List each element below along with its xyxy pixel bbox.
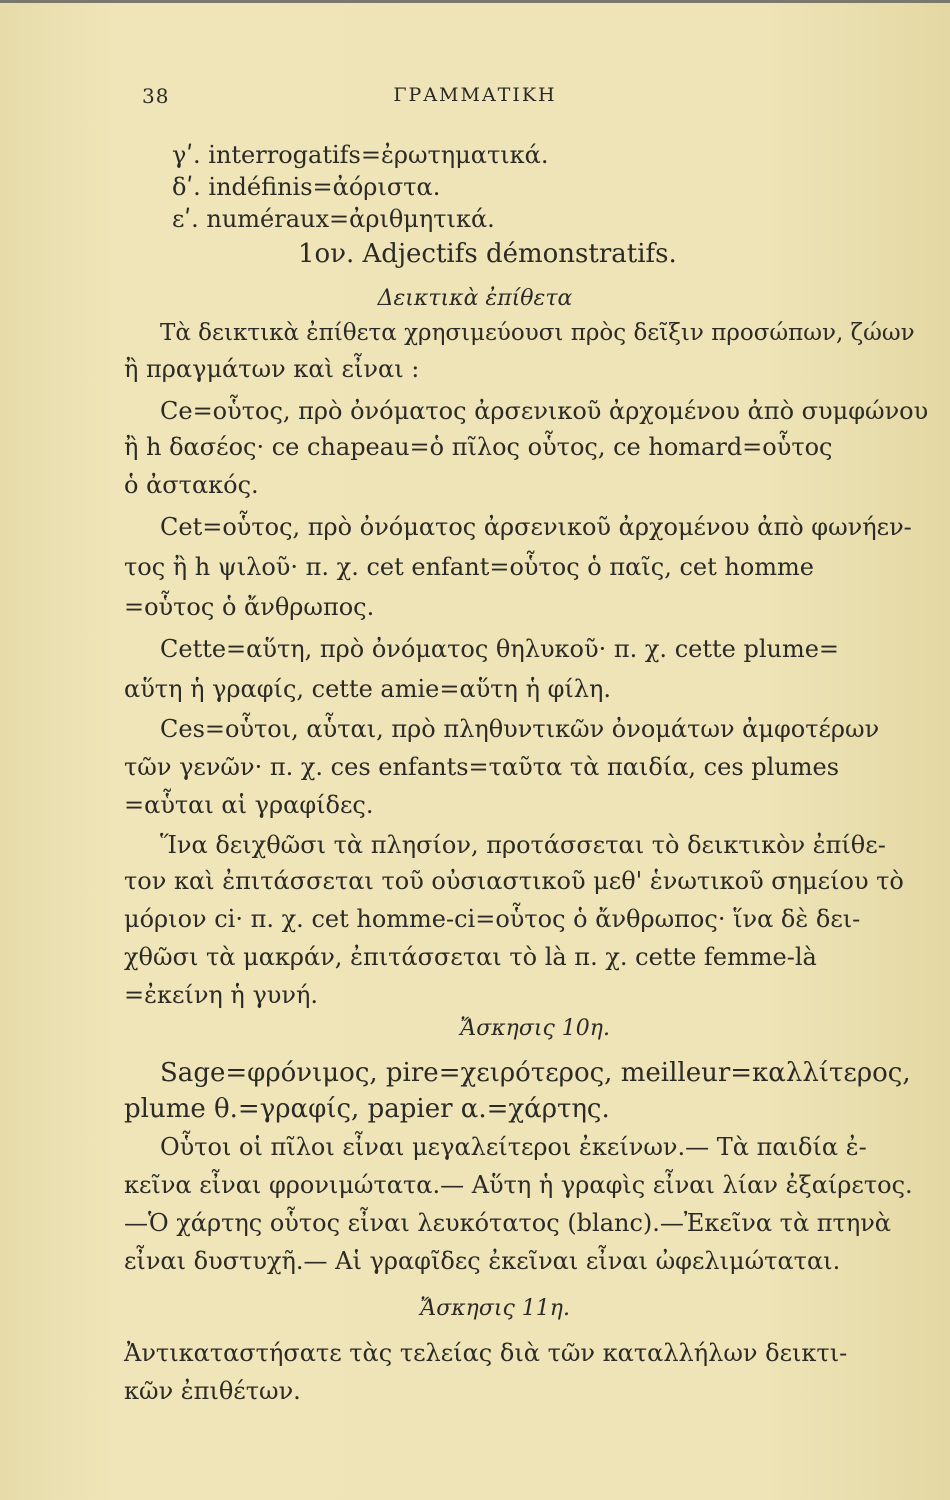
running-title: ΓΡΑΜΜΑΤΙΚΗ — [393, 84, 557, 106]
paragraph-line: χθῶσι τὰ μακράν, ἐπιτάσσεται τὸ là π. χ. cette femme-là — [124, 943, 817, 971]
paragraph-line: ὁ ἀστακός. — [124, 471, 259, 499]
paragraph-line: =οὗτος ὁ ἄνθρωπος. — [124, 593, 375, 621]
exercise-line: Οὗτοι οἱ πῖλοι εἶναι μεγαλείτεροι ἐκείνων.— Τὰ παιδία ἐ- — [160, 1133, 867, 1161]
list-item: εʹ. numéraux=ἀριθμητικά. — [172, 205, 495, 233]
paragraph-line: Τὰ δεικτικὰ ἐπίθετα χρησιμεύουσι πρὸς δεῖξιν προσώπων, ζώων — [160, 320, 915, 346]
paragraph-line: Ἵνα δειχθῶσι τὰ πλησίον, προτάσσεται τὸ δεικτικὸν ἐπίθε- — [160, 831, 886, 859]
page-header — [0, 84, 950, 114]
exercise-line: κεῖνα εἶναι φρονιμώτατα.— Αὕτη ἡ γραφὶς εἶναι λίαν ἐξαίρετος. — [124, 1171, 913, 1199]
exercise-line: κῶν ἐπιθέτων. — [124, 1377, 301, 1405]
exercise-line: εἶναι δυστυχῆ.— Αἱ γραφῖδες ἐκεῖναι εἶναι ὠφελιμώταται. — [124, 1247, 841, 1275]
vocabulary-line: plume θ.=γραφίς, papier α.=χάρτης. — [124, 1094, 610, 1124]
page-number: 38 — [142, 84, 170, 108]
vocabulary-line: Sage=φρόνιμος, pire=χειρότερος, meilleur=καλλίτερος, — [160, 1058, 911, 1088]
top-border — [0, 0, 950, 3]
paragraph-line: Cet=οὗτος, πρὸ ὀνόματος ἀρσενικοῦ ἀρχομένου ἀπὸ φωνήεν- — [160, 513, 912, 541]
paragraph-line: Ces=οὗτοι, αὗται, πρὸ πληθυντικῶν ὀνομάτων ἀμφοτέρων — [160, 715, 880, 743]
exercise-title: Ἄσκησις 11η. — [420, 1296, 570, 1321]
paragraph-line: ἢ h δασέος· ce chapeau=ὁ πῖλος οὗτος, ce homard=οὗτος — [124, 433, 833, 461]
paragraph-line: αὕτη ἡ γραφίς, cette amie=αὕτη ἡ φίλη. — [124, 675, 612, 703]
section-subtitle: Δεικτικὰ ἐπίθετα — [377, 286, 573, 311]
paragraph-line: ἢ πραγμάτων καὶ εἶναι : — [124, 355, 420, 383]
exercise-line: —Ὁ χάρτης οὗτος εἶναι λευκότατος (blanc).—Ἐκεῖνα τὰ πτηνὰ — [124, 1209, 892, 1237]
exercise-title: Ἄσκησις 10η. — [460, 1016, 610, 1041]
paragraph-line: Cette=αὕτη, πρὸ ὀνόματος θηλυκοῦ· π. χ. cette plume= — [160, 635, 840, 663]
paragraph-line: Ce=οὗτος, πρὸ ὀνόματος ἀρσενικοῦ ἀρχομένου ἀπὸ συμφώνου — [160, 397, 929, 425]
section-title: 1ον. Adjectifs démonstratifs. — [298, 239, 677, 269]
list-item: γʹ. interrogatifs=ἐρωτηματικά. — [172, 141, 549, 169]
exercise-line: Ἀντικαταστήσατε τὰς τελείας διὰ τῶν καταλλήλων δεικτι- — [124, 1339, 848, 1367]
list-item: δʹ. indéfinis=ἀόριστα. — [172, 173, 441, 201]
paragraph-line: =ἐκείνη ἡ γυνή. — [124, 981, 318, 1009]
paragraph-line: μόριον ci· π. χ. cet homme-ci=οὗτος ὁ ἄνθρωπος· ἵνα δὲ δει- — [124, 905, 861, 933]
paragraph-line: τῶν γενῶν· π. χ. ces enfants=ταῦτα τὰ παιδία, ces plumes — [124, 753, 840, 781]
paragraph-line: τος ἢ h ψιλοῦ· π. χ. cet enfant=οὗτος ὁ παῖς, cet homme — [124, 553, 814, 581]
paragraph-line: =αὗται αἱ γραφίδες. — [124, 791, 374, 819]
paragraph-line: τον καὶ ἐπιτάσσεται τοῦ οὐσιαστικοῦ μεθ' ἑνωτικοῦ σημείου τὸ — [124, 867, 904, 895]
